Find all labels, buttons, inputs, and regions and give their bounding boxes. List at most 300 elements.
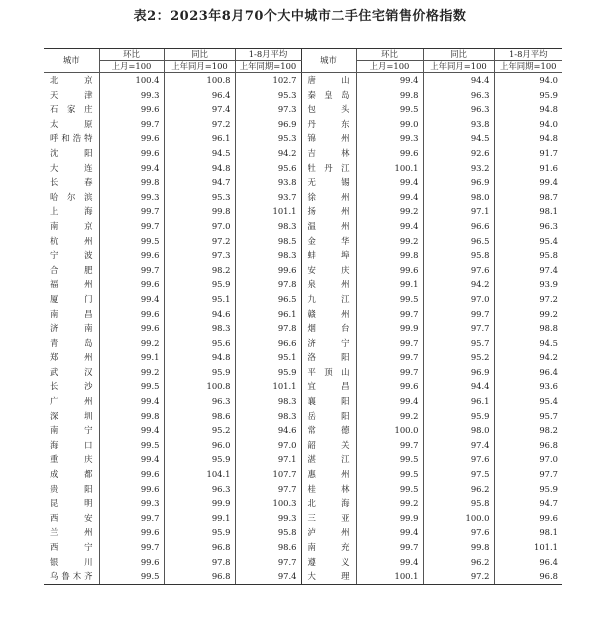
left-mom-value: 99.7 (99, 219, 164, 234)
right-avg-value: 96.8 (494, 569, 562, 584)
left-avg-value: 107.7 (235, 467, 301, 482)
right-avg-value: 99.4 (494, 175, 562, 190)
left-city-name: 沈 阳 (50, 147, 93, 158)
right-mom-value: 99.0 (356, 117, 423, 132)
left-yoy-value: 100.8 (164, 379, 235, 394)
right-avg-value: 98.1 (494, 525, 562, 540)
right-avg-value: 99.2 (494, 307, 562, 322)
left-avg-value: 96.6 (235, 336, 301, 351)
right-mom-value: 99.7 (356, 540, 423, 555)
left-yoy-value: 95.1 (164, 292, 235, 307)
left-mom-value: 99.4 (99, 394, 164, 409)
avg-column-header: 1-8月平均 (235, 49, 301, 61)
left-city-name: 海 口 (50, 439, 93, 450)
right-mom-value: 99.4 (356, 73, 423, 88)
right-city-name: 牡丹江 (301, 161, 356, 176)
left-city-name: 呼和浩特 (50, 133, 93, 144)
table-row (44, 379, 562, 394)
table-row (44, 204, 562, 219)
table-header (44, 49, 562, 73)
right-mom-value: 99.7 (356, 307, 423, 322)
left-city-name: 长 沙 (50, 381, 93, 392)
city-column-header: 城市 (301, 49, 356, 73)
left-yoy-value: 97.2 (164, 234, 235, 249)
right-avg-value: 98.2 (494, 423, 562, 438)
right-mom-value: 99.8 (356, 248, 423, 263)
right-yoy-value: 93.8 (423, 117, 494, 132)
left-mom-value: 99.7 (99, 117, 164, 132)
mom-base-header: 上月=100 (99, 61, 164, 73)
right-avg-value: 98.8 (494, 321, 562, 336)
right-city-name: 洛 阳 (301, 350, 356, 365)
left-yoy-value: 95.3 (164, 190, 235, 205)
right-yoy-value: 98.0 (423, 423, 494, 438)
table-row (44, 161, 562, 176)
left-city-name: 贵 阳 (50, 483, 93, 494)
right-avg-value: 96.4 (494, 365, 562, 380)
left-mom-value: 99.8 (99, 175, 164, 190)
left-avg-value: 97.8 (235, 277, 301, 292)
right-yoy-value: 96.2 (423, 555, 494, 570)
right-yoy-value: 96.1 (423, 394, 494, 409)
left-city-name: 青 岛 (50, 337, 93, 348)
right-mom-value: 99.6 (356, 379, 423, 394)
right-city-name: 泉 州 (301, 277, 356, 292)
right-yoy-value: 95.8 (423, 248, 494, 263)
right-city-name: 湛 江 (301, 452, 356, 467)
left-avg-value: 100.3 (235, 496, 301, 511)
left-yoy-value: 96.1 (164, 131, 235, 146)
right-avg-value: 91.6 (494, 161, 562, 176)
left-yoy-value: 95.6 (164, 336, 235, 351)
right-yoy-value: 94.2 (423, 277, 494, 292)
left-city-name: 上 海 (50, 206, 93, 217)
avg-column-header: 1-8月平均 (494, 49, 562, 61)
right-city-name: 吉 林 (301, 146, 356, 161)
left-avg-value: 98.3 (235, 248, 301, 263)
left-avg-value: 98.3 (235, 219, 301, 234)
yoy-column-header: 同比 (164, 49, 235, 61)
right-city-name: 北 海 (301, 496, 356, 511)
right-city-name: 锦 州 (301, 131, 356, 146)
right-mom-value: 99.4 (356, 190, 423, 205)
left-city-name: 长 春 (50, 177, 93, 188)
mom-base-header: 上月=100 (356, 61, 423, 73)
left-city-name: 杭 州 (50, 235, 93, 246)
right-yoy-value: 100.0 (423, 511, 494, 526)
right-city-name: 徐 州 (301, 190, 356, 205)
left-mom-value: 99.6 (99, 321, 164, 336)
right-mom-value: 99.5 (356, 467, 423, 482)
left-city-name: 济 南 (50, 323, 93, 334)
right-yoy-value: 95.8 (423, 496, 494, 511)
left-mom-value: 99.6 (99, 146, 164, 161)
right-avg-value: 95.4 (494, 234, 562, 249)
right-mom-value: 100.1 (356, 569, 423, 584)
left-yoy-value: 96.4 (164, 88, 235, 103)
left-yoy-value: 96.0 (164, 438, 235, 453)
right-avg-value: 98.1 (494, 204, 562, 219)
right-city-name: 南 充 (301, 540, 356, 555)
left-mom-value: 99.6 (99, 248, 164, 263)
left-yoy-value: 97.3 (164, 248, 235, 263)
left-yoy-value: 94.5 (164, 146, 235, 161)
right-mom-value: 100.0 (356, 423, 423, 438)
left-mom-value: 99.2 (99, 336, 164, 351)
right-avg-value: 95.9 (494, 482, 562, 497)
left-yoy-value: 104.1 (164, 467, 235, 482)
left-avg-value: 97.7 (235, 555, 301, 570)
left-city-name: 乌鲁木齐 (44, 569, 99, 584)
table-row (44, 321, 562, 336)
left-yoy-value: 97.2 (164, 117, 235, 132)
left-city-name: 银 川 (50, 556, 93, 567)
mom-column-header: 环比 (99, 49, 164, 61)
left-avg-value: 97.0 (235, 438, 301, 453)
right-mom-value: 99.5 (356, 452, 423, 467)
table-row (44, 73, 562, 88)
avg-base-header: 上年同期=100 (235, 61, 301, 73)
left-yoy-value: 94.7 (164, 175, 235, 190)
right-avg-value: 94.8 (494, 131, 562, 146)
right-yoy-value: 96.6 (423, 219, 494, 234)
left-mom-value: 99.6 (99, 555, 164, 570)
table-row (44, 394, 562, 409)
right-avg-value: 94.7 (494, 496, 562, 511)
right-yoy-value: 98.0 (423, 190, 494, 205)
left-avg-value: 98.3 (235, 394, 301, 409)
left-avg-value: 97.7 (235, 482, 301, 497)
right-avg-value: 94.0 (494, 117, 562, 132)
left-avg-value: 101.1 (235, 204, 301, 219)
left-yoy-value: 95.9 (164, 277, 235, 292)
table-row (44, 219, 562, 234)
left-avg-value: 99.6 (235, 263, 301, 278)
right-yoy-value: 96.9 (423, 365, 494, 380)
right-city-name: 包 头 (301, 102, 356, 117)
left-city-name: 南 京 (50, 220, 93, 231)
table-title: 表2：2023年8月70个大中城市二手住宅销售价格指数 (133, 9, 467, 24)
left-avg-value: 95.9 (235, 365, 301, 380)
right-mom-value: 99.7 (356, 350, 423, 365)
left-city-name: 广 州 (50, 396, 93, 407)
left-avg-value: 98.3 (235, 409, 301, 424)
right-mom-value: 99.6 (356, 263, 423, 278)
left-mom-value: 99.4 (99, 292, 164, 307)
right-city-name: 扬 州 (301, 204, 356, 219)
right-mom-value: 99.7 (356, 336, 423, 351)
left-mom-value: 99.2 (99, 365, 164, 380)
right-avg-value: 99.6 (494, 511, 562, 526)
yoy-base-header: 上年同月=100 (164, 61, 235, 73)
table-row (44, 496, 562, 511)
right-avg-value: 93.6 (494, 379, 562, 394)
table-row (44, 525, 562, 540)
left-mom-value: 99.6 (99, 525, 164, 540)
table-row (44, 248, 562, 263)
right-avg-value: 97.4 (494, 263, 562, 278)
left-city-name: 大 连 (50, 162, 93, 173)
left-city-name: 武 汉 (50, 366, 93, 377)
left-mom-value: 99.3 (99, 88, 164, 103)
table-row (44, 540, 562, 555)
right-mom-value: 99.5 (356, 102, 423, 117)
right-city-name: 唐 山 (301, 73, 356, 88)
left-yoy-value: 96.3 (164, 482, 235, 497)
left-mom-value: 99.8 (99, 409, 164, 424)
right-mom-value: 99.9 (356, 321, 423, 336)
left-city-name: 天 津 (50, 89, 93, 100)
right-city-name: 宜 昌 (301, 379, 356, 394)
right-avg-value: 97.7 (494, 467, 562, 482)
avg-base-header: 上年同期=100 (494, 61, 562, 73)
left-yoy-value: 98.6 (164, 409, 235, 424)
left-mom-value: 99.3 (99, 496, 164, 511)
right-avg-value: 98.7 (494, 190, 562, 205)
right-city-name: 烟 台 (301, 321, 356, 336)
right-city-name: 济 宁 (301, 336, 356, 351)
right-avg-value: 96.4 (494, 555, 562, 570)
left-mom-value: 99.6 (99, 307, 164, 322)
left-mom-value: 99.4 (99, 423, 164, 438)
right-yoy-value: 97.0 (423, 292, 494, 307)
left-mom-value: 100.4 (99, 73, 164, 88)
right-avg-value: 95.9 (494, 88, 562, 103)
right-mom-value: 99.9 (356, 511, 423, 526)
left-avg-value: 98.6 (235, 540, 301, 555)
right-mom-value: 99.5 (356, 292, 423, 307)
table-row (44, 350, 562, 365)
right-mom-value: 99.4 (356, 394, 423, 409)
right-mom-value: 99.8 (356, 88, 423, 103)
right-mom-value: 99.4 (356, 555, 423, 570)
yoy-base-header: 上年同月=100 (423, 61, 494, 73)
right-avg-value: 96.3 (494, 219, 562, 234)
left-city-name: 西 安 (50, 512, 93, 523)
right-avg-value: 95.8 (494, 248, 562, 263)
left-yoy-value: 98.2 (164, 263, 235, 278)
left-avg-value: 102.7 (235, 73, 301, 88)
left-avg-value: 99.3 (235, 511, 301, 526)
right-yoy-value: 94.5 (423, 131, 494, 146)
right-yoy-value: 96.2 (423, 482, 494, 497)
left-mom-value: 99.6 (99, 131, 164, 146)
right-yoy-value: 94.4 (423, 73, 494, 88)
right-yoy-value: 97.2 (423, 569, 494, 584)
table-row (44, 423, 562, 438)
right-avg-value: 94.0 (494, 73, 562, 88)
table-row (44, 234, 562, 249)
right-yoy-value: 96.5 (423, 234, 494, 249)
left-yoy-value: 100.8 (164, 73, 235, 88)
right-avg-value: 94.5 (494, 336, 562, 351)
left-mom-value: 99.4 (99, 452, 164, 467)
right-avg-value: 101.1 (494, 540, 562, 555)
right-mom-value: 99.7 (356, 365, 423, 380)
left-yoy-value: 99.8 (164, 204, 235, 219)
right-avg-value: 94.2 (494, 350, 562, 365)
left-yoy-value: 97.4 (164, 102, 235, 117)
left-avg-value: 95.8 (235, 525, 301, 540)
table-row (44, 146, 562, 161)
right-avg-value: 95.4 (494, 394, 562, 409)
left-city-name: 南 宁 (50, 425, 93, 436)
right-city-name: 无 锡 (301, 175, 356, 190)
right-avg-value: 91.7 (494, 146, 562, 161)
left-mom-value: 99.7 (99, 540, 164, 555)
right-city-name: 蚌 埠 (301, 248, 356, 263)
left-yoy-value: 95.9 (164, 365, 235, 380)
right-yoy-value: 96.9 (423, 175, 494, 190)
left-yoy-value: 99.9 (164, 496, 235, 511)
table-row (44, 102, 562, 117)
left-mom-value: 99.6 (99, 482, 164, 497)
right-yoy-value: 95.9 (423, 409, 494, 424)
left-city-name: 石家庄 (50, 104, 93, 115)
left-avg-value: 97.8 (235, 321, 301, 336)
table-row (44, 452, 562, 467)
right-city-name: 丹 东 (301, 117, 356, 132)
left-yoy-value: 99.1 (164, 511, 235, 526)
table-row (44, 569, 562, 584)
left-city-name: 太 原 (50, 118, 93, 129)
left-avg-value: 95.3 (235, 131, 301, 146)
right-yoy-value: 94.4 (423, 379, 494, 394)
right-mom-value: 99.4 (356, 525, 423, 540)
left-mom-value: 99.6 (99, 102, 164, 117)
left-yoy-value: 97.8 (164, 555, 235, 570)
right-yoy-value: 96.3 (423, 88, 494, 103)
left-mom-value: 99.1 (99, 350, 164, 365)
left-avg-value: 95.3 (235, 88, 301, 103)
left-city-name: 昆 明 (50, 498, 93, 509)
right-mom-value: 99.2 (356, 234, 423, 249)
left-city-name: 兰 州 (50, 527, 93, 538)
left-avg-value: 94.6 (235, 423, 301, 438)
left-city-name: 成 都 (50, 469, 93, 480)
right-city-name: 金 华 (301, 234, 356, 249)
left-city-name: 深 圳 (50, 410, 93, 421)
right-city-name: 平顶山 (301, 365, 356, 380)
right-city-name: 安 庆 (301, 263, 356, 278)
left-yoy-value: 96.8 (164, 569, 235, 584)
yoy-column-header: 同比 (423, 49, 494, 61)
table-row (44, 365, 562, 380)
left-city-name: 西 宁 (50, 542, 93, 552)
left-city-name: 厦 门 (50, 293, 93, 304)
left-yoy-value: 94.8 (164, 350, 235, 365)
right-mom-value: 99.4 (356, 175, 423, 190)
right-mom-value: 99.2 (356, 409, 423, 424)
table-row (44, 88, 562, 103)
right-mom-value: 99.1 (356, 277, 423, 292)
right-mom-value: 100.1 (356, 161, 423, 176)
left-avg-value: 98.5 (235, 234, 301, 249)
left-city-name: 南 昌 (50, 308, 93, 319)
left-mom-value: 99.6 (99, 467, 164, 482)
left-avg-value: 97.1 (235, 452, 301, 467)
right-mom-value: 99.7 (356, 438, 423, 453)
right-mom-value: 99.6 (356, 146, 423, 161)
left-avg-value: 95.6 (235, 161, 301, 176)
price-index-table (44, 48, 562, 585)
left-mom-value: 99.7 (99, 511, 164, 526)
left-yoy-value: 94.6 (164, 307, 235, 322)
table-row (44, 117, 562, 132)
left-mom-value: 99.7 (99, 204, 164, 219)
right-yoy-value: 97.4 (423, 438, 494, 453)
table-row (44, 175, 562, 190)
table-row (44, 467, 562, 482)
right-avg-value: 93.9 (494, 277, 562, 292)
left-mom-value: 99.5 (99, 379, 164, 394)
right-yoy-value: 97.5 (423, 467, 494, 482)
left-avg-value: 96.5 (235, 292, 301, 307)
right-city-name: 遵 义 (301, 555, 356, 570)
left-yoy-value: 95.9 (164, 525, 235, 540)
table-row (44, 336, 562, 351)
right-avg-value: 95.7 (494, 409, 562, 424)
table-row (44, 263, 562, 278)
left-avg-value: 95.1 (235, 350, 301, 365)
right-yoy-value: 95.2 (423, 350, 494, 365)
left-avg-value: 96.1 (235, 307, 301, 322)
left-city-name: 哈尔滨 (50, 191, 93, 202)
left-yoy-value: 96.3 (164, 394, 235, 409)
right-avg-value: 97.0 (494, 452, 562, 467)
left-city-name: 北 京 (50, 75, 93, 85)
left-city-name: 郑 州 (50, 352, 93, 363)
right-city-name: 常 德 (301, 423, 356, 438)
left-avg-value: 101.1 (235, 379, 301, 394)
left-mom-value: 99.5 (99, 234, 164, 249)
table-row (44, 438, 562, 453)
right-yoy-value: 93.2 (423, 161, 494, 176)
right-avg-value: 97.2 (494, 292, 562, 307)
right-yoy-value: 97.6 (423, 452, 494, 467)
left-mom-value: 99.3 (99, 190, 164, 205)
left-avg-value: 94.2 (235, 146, 301, 161)
right-yoy-value: 95.7 (423, 336, 494, 351)
right-city-name: 襄 阳 (301, 394, 356, 409)
right-yoy-value: 97.6 (423, 263, 494, 278)
right-city-name: 桂 林 (301, 482, 356, 497)
left-avg-value: 93.7 (235, 190, 301, 205)
right-yoy-value: 96.3 (423, 102, 494, 117)
left-city-name: 合 肥 (50, 264, 93, 275)
table-row (44, 307, 562, 322)
left-yoy-value: 98.3 (164, 321, 235, 336)
right-city-name: 惠 州 (301, 467, 356, 482)
right-avg-value: 94.8 (494, 102, 562, 117)
right-city-name: 泸 州 (301, 525, 356, 540)
left-city-name: 重 庆 (50, 454, 93, 465)
table-row (44, 482, 562, 497)
left-yoy-value: 95.9 (164, 452, 235, 467)
left-mom-value: 99.5 (99, 438, 164, 453)
left-city-name: 福 州 (50, 279, 93, 290)
right-yoy-value: 97.6 (423, 525, 494, 540)
right-city-name: 韶 关 (301, 438, 356, 453)
right-yoy-value: 92.6 (423, 146, 494, 161)
table-row (44, 409, 562, 424)
left-avg-value: 97.4 (235, 569, 301, 584)
left-city-name: 宁 波 (50, 250, 93, 261)
table-row (44, 511, 562, 526)
right-yoy-value: 99.7 (423, 307, 494, 322)
left-yoy-value: 94.8 (164, 161, 235, 176)
mom-column-header: 环比 (356, 49, 423, 61)
